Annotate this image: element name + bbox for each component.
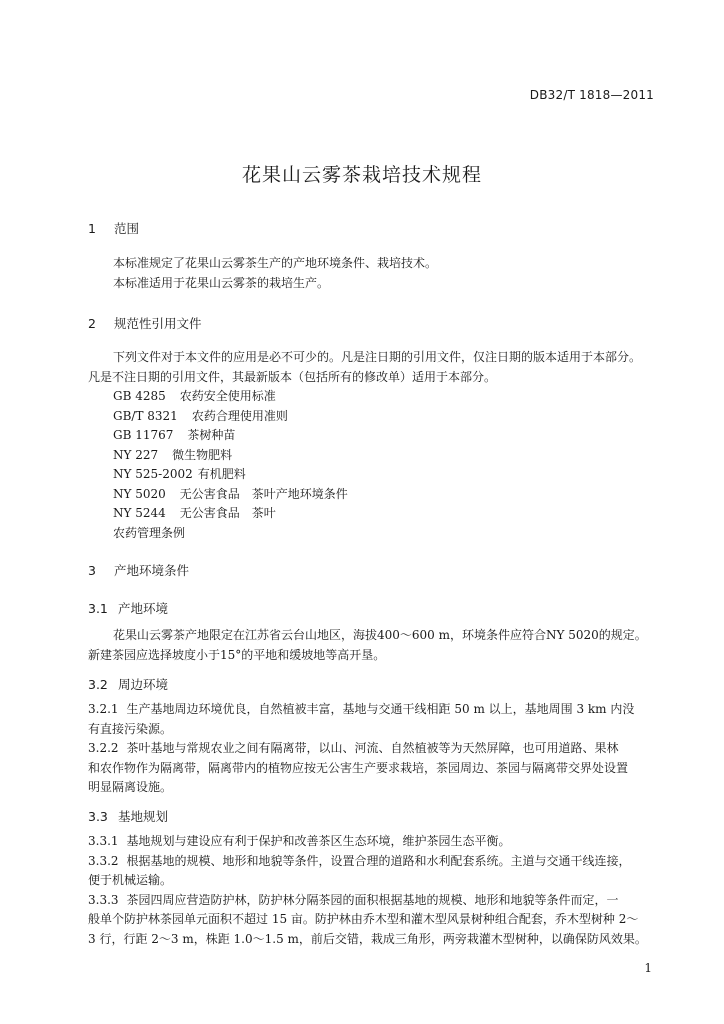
reference-code: NY 227 [113, 448, 159, 462]
clause-text: 基地规划与建设应有利于保护和改善茶区生态环境，维护茶园生态平衡。 [126, 834, 511, 848]
subsection-number: 3.1 [88, 601, 108, 616]
reference-item [113, 387, 276, 407]
body-line [88, 852, 656, 872]
subsection-number: 3.3 [88, 809, 108, 824]
subsection-3-1-body [88, 626, 656, 665]
reference-name: 农药安全使用标准 [179, 389, 276, 403]
reference-item [113, 465, 246, 485]
reference-name: 农药合理使用准则 [191, 409, 288, 423]
body-line: 花果山云雾茶产地限定在江苏省云台山地区，海拔400～600 m，环境条件应符合NY 5020的规定。 [113, 628, 647, 642]
subsection-title: 基地规划 [118, 809, 169, 824]
page-number: 1 [644, 961, 652, 975]
body-line: 新建茶园应选择坡度小于15°的平地和缓坡地等高开垦。 [88, 647, 386, 662]
reference-code: GB 4285 [113, 389, 166, 403]
subsection-3-2-body [88, 700, 656, 798]
clause-number: 3.3.3 [88, 892, 119, 907]
subsection-3-1-heading [88, 599, 168, 617]
subsection-title: 产地环境 [118, 601, 169, 616]
reference-code: GB 11767 [113, 428, 174, 442]
reference-name: 微生物肥料 [172, 448, 233, 462]
reference-item [113, 407, 288, 427]
section-title: 产地环境条件 [114, 563, 190, 578]
document-title: 花果山云雾茶栽培技术规程 [241, 164, 482, 186]
clause-text: 茶叶基地与常规农业之间有隔离带，以山、河流、自然植被等为天然屏障，也可用道路、果林 [126, 741, 619, 755]
body-line: 凡是不注日期的引用文件，其最新版本（包括所有的修改单）适用于本部分。 [88, 369, 497, 384]
body-line: 般单个防护林茶园单元面积不超过 15 亩。防护林由乔木型和灌木型风景树种组合配套，乔木型树种 2～ [88, 912, 639, 926]
standard-code: DB32/T 1818—2011 [529, 88, 654, 102]
reference-item [113, 446, 232, 466]
section-title: 规范性引用文件 [114, 316, 202, 331]
reference-item [113, 504, 276, 524]
reference-code: NY 5020 [113, 487, 166, 501]
subsection-3-3-heading [88, 807, 168, 825]
body-line: 有直接污染源。 [88, 721, 173, 736]
section-1-body [88, 254, 656, 293]
subsection-3-2-heading [88, 675, 168, 693]
reference-code: GB/T 8321 [113, 409, 178, 423]
section-number: 1 [88, 221, 96, 236]
body-line [88, 739, 656, 759]
clause-text: 茶园四周应营造防护林，防护林分隔茶园的面积根据基地的规模、地形和地貌等条件而定，一 [126, 892, 619, 907]
section-2-intro [88, 348, 656, 387]
body-line [88, 700, 656, 720]
reference-name: 无公害食品 茶叶 [179, 506, 276, 520]
body-line [88, 832, 656, 852]
clause-number: 3.2.2 [88, 741, 119, 755]
reference-name: 茶树种苗 [187, 428, 236, 442]
reference-name: 有机肥料 [197, 467, 246, 481]
subsection-number: 3.2 [88, 677, 108, 692]
section-1-heading [88, 219, 139, 237]
clause-text: 根据基地的规模、地形和地貌等条件，设置合理的道路和水利配套系统。主道与交通干线连接， [126, 853, 631, 868]
clause-number: 3.3.1 [88, 834, 119, 848]
section-title: 范围 [114, 221, 140, 236]
body-line: 本标准规定了花果山云雾茶生产的产地环境条件、栽培技术。 [113, 256, 438, 270]
clause-number: 3.3.2 [88, 853, 119, 868]
body-line: 3 行，行距 2～3 m，株距 1.0～1.5 m，前后交错，栽成三角形，两旁栽灌木型树种，以确保防风效果。 [88, 931, 647, 946]
reference-name: 农药管理条例 [113, 526, 186, 540]
section-2-heading [88, 314, 202, 332]
subsection-title: 周边环境 [118, 677, 169, 692]
reference-name: 无公害食品 茶叶产地环境条件 [179, 487, 348, 501]
clause-number: 3.2.1 [88, 702, 119, 716]
reference-item [113, 485, 348, 505]
body-line: 下列文件对于本文件的应用是必不可少的。凡是注日期的引用文件，仅注日期的版本适用于本部分。 [113, 350, 642, 364]
section-number: 2 [88, 316, 96, 331]
body-line: 本标准适用于花果山云雾茶的栽培生产。 [113, 275, 330, 290]
reference-item [113, 524, 185, 544]
body-line: 和农作物作为隔离带，隔离带内的植物应按无公害生产要求栽培，茶园周边、茶园与隔离带交界处设置 [88, 760, 629, 775]
section-number: 3 [88, 563, 96, 578]
body-line: 明显隔离设施。 [88, 780, 173, 794]
section-3-heading [88, 561, 189, 579]
clause-text: 生产基地周边环境优良，自然植被丰富，基地与交通干线相距 50 m 以上，基地周围 3 km 内没 [126, 702, 635, 716]
reference-code: NY 525-2002 [113, 467, 193, 481]
reference-item [113, 426, 235, 446]
body-line [88, 891, 656, 911]
reference-code: NY 5244 [113, 506, 166, 520]
subsection-3-3-body [88, 832, 656, 949]
body-line: 便于机械运输。 [88, 873, 173, 887]
